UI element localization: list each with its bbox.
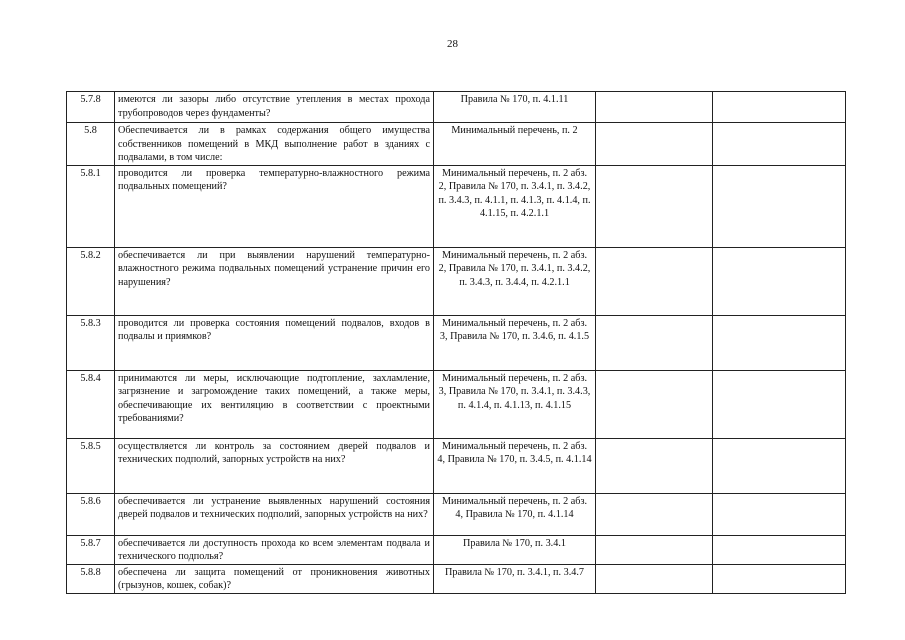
table-row (67, 370, 846, 438)
table-row (67, 92, 846, 123)
item-number: 5.8.7 (67, 535, 115, 564)
item-number: 5.8.8 (67, 564, 115, 593)
item-reference: Минимальный перечень, п. 2 (434, 123, 596, 166)
item-question: принимаются ли меры, исключающие подтопление, захламление, загрязнение и загромождение таких помещений, а также меры, обеспечивающие их вентиляцию в соответствии с проектными требованиями? (115, 370, 434, 438)
item-question: имеются ли зазоры либо отсутствие утепления в местах прохода трубопроводов через фундаменты? (115, 92, 434, 123)
empty-cell (596, 165, 713, 247)
item-question: Обеспечивается ли в рамках содержания общего имущества собственников помещений в МКД выполнение работ в зданиях с подвалами, в том числе: (115, 123, 434, 166)
empty-cell (596, 535, 713, 564)
empty-cell (713, 535, 846, 564)
empty-cell (596, 123, 713, 166)
table-row (67, 123, 846, 166)
item-reference: Минимальный перечень, п. 2 абз. 2, Правила № 170, п. 3.4.1, п. 3.4.2, п. 3.4.3, п. 4.1.1, п. 4.1.3, п. 4.1.4, п. 4.1.15, п. 4.2.1.1 (434, 165, 596, 247)
empty-cell (596, 315, 713, 370)
item-question: проводится ли проверка состояния помещений подвалов, входов в подвалы и приямков? (115, 315, 434, 370)
item-question: обеспечивается ли доступность прохода ко всем элементам подвала и технического подполья? (115, 535, 434, 564)
item-reference: Минимальный перечень, п. 2 абз. 3, Правила № 170, п. 3.4.1, п. 3.4.3, п. 4.1.4, п. 4.1.13, п. 4.1.15 (434, 370, 596, 438)
empty-cell (713, 92, 846, 123)
empty-cell (596, 564, 713, 593)
empty-cell (713, 247, 846, 315)
item-number: 5.8.3 (67, 315, 115, 370)
item-reference: Минимальный перечень, п. 2 абз. 4, Правила № 170, п. 3.4.5, п. 4.1.14 (434, 438, 596, 493)
table-row (67, 165, 846, 247)
empty-cell (713, 438, 846, 493)
page-number: 28 (447, 38, 458, 50)
empty-cell (713, 165, 846, 247)
empty-cell (596, 370, 713, 438)
item-number: 5.8.5 (67, 438, 115, 493)
item-reference: Минимальный перечень, п. 2 абз. 3, Правила № 170, п. 3.4.6, п. 4.1.5 (434, 315, 596, 370)
item-number: 5.8.4 (67, 370, 115, 438)
table-row (67, 535, 846, 564)
empty-cell (713, 564, 846, 593)
item-number: 5.8 (67, 123, 115, 166)
item-number: 5.8.6 (67, 493, 115, 535)
empty-cell (596, 247, 713, 315)
item-question: обеспечивается ли устранение выявленных нарушений состояния дверей подвалов и технических подполий, запорных устройств на них? (115, 493, 434, 535)
item-reference: Правила № 170, п. 3.4.1 (434, 535, 596, 564)
item-reference: Минимальный перечень, п. 2 абз. 4, Правила № 170, п. 4.1.14 (434, 493, 596, 535)
checklist-table (66, 91, 846, 594)
table-row (67, 315, 846, 370)
item-reference: Правила № 170, п. 3.4.1, п. 3.4.7 (434, 564, 596, 593)
item-question: осуществляется ли контроль за состоянием дверей подвалов и технических подполий, запорных устройств на них? (115, 438, 434, 493)
empty-cell (596, 493, 713, 535)
table-row (67, 493, 846, 535)
empty-cell (713, 315, 846, 370)
item-number: 5.8.1 (67, 165, 115, 247)
item-question: обеспечивается ли при выявлении нарушений температурно-влажностного режима подвальных помещений устранение причин его нарушения? (115, 247, 434, 315)
empty-cell (713, 493, 846, 535)
table-row (67, 438, 846, 493)
empty-cell (596, 438, 713, 493)
empty-cell (713, 370, 846, 438)
item-reference: Минимальный перечень, п. 2 абз. 2, Правила № 170, п. 3.4.1, п. 3.4.2, п. 3.4.3, п. 3.4.4, п. 4.2.1.1 (434, 247, 596, 315)
empty-cell (596, 92, 713, 123)
empty-cell (713, 123, 846, 166)
item-number: 5.8.2 (67, 247, 115, 315)
table-row (67, 564, 846, 593)
item-reference: Правила № 170, п. 4.1.11 (434, 92, 596, 123)
item-number: 5.7.8 (67, 92, 115, 123)
item-question: обеспечена ли защита помещений от проникновения животных (грызунов, кошек, собак)? (115, 564, 434, 593)
table-row (67, 247, 846, 315)
item-question: проводится ли проверка температурно-влажностного режима подвальных помещений? (115, 165, 434, 247)
